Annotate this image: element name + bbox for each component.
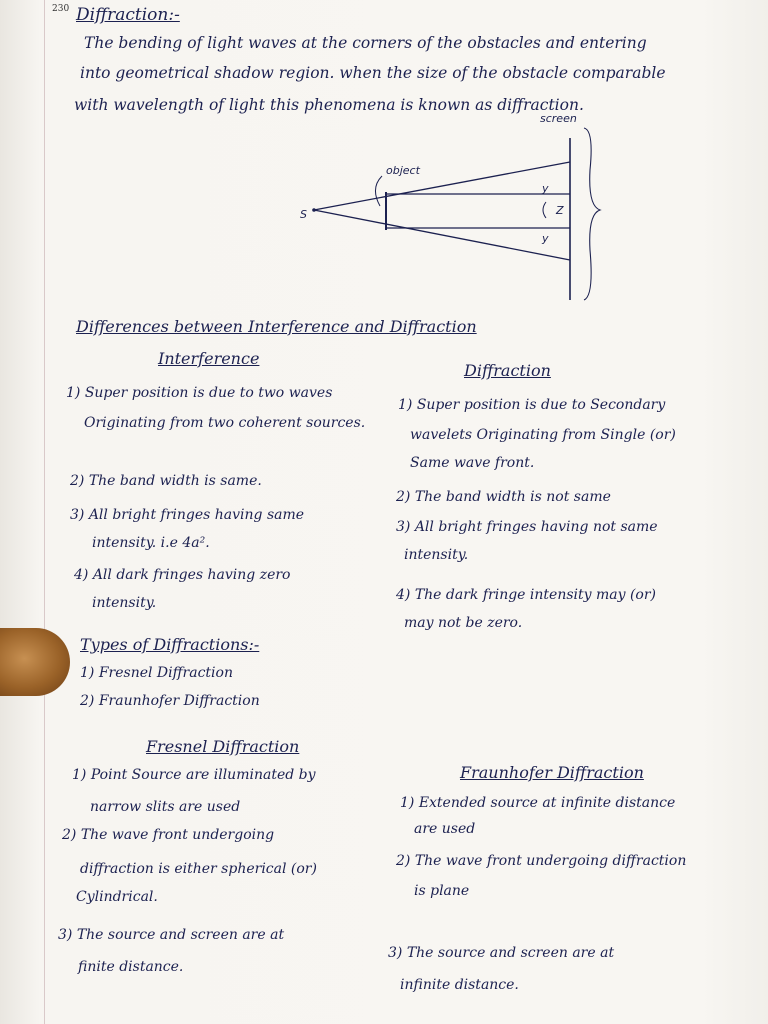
diffraction-point-1-line-1: 1) Super position is due to Secondary [398,397,666,413]
diffraction-title: Diffraction [464,361,551,380]
fresnel-point-1-line-2: narrow slits are used [90,799,241,815]
fraunhofer-title: Fraunhofer Diffraction [460,763,644,782]
fresnel-point-2-line-3: Cylindrical. [76,889,158,905]
ray-upper [314,162,570,210]
page-number: 230 [52,4,70,14]
fraunhofer-point-3-line-2: infinite distance. [400,977,519,993]
diffraction-point-3-line-2: intensity. [404,547,469,563]
region-brace [543,202,546,218]
margin-line [44,0,45,1024]
definition-line-1: The bending of light waves at the corners of the obstacles and entering [84,34,647,52]
fraunhofer-point-2-line-1: 2) The wave front undergoing diffraction [396,853,687,869]
types-item-2: 2) Fraunhofer Diffraction [80,693,260,709]
definition-line-3: with wavelength of light this phenomena is known as diffraction. [74,96,584,114]
interference-point-3-line-1: 3) All bright fringes having same [70,507,305,523]
z-label: Z [556,204,564,217]
interference-title: Interference [158,349,260,368]
definition-line-2: into geometrical shadow region. when the size of the obstacle comparable [80,64,666,82]
fresnel-point-2-line-1: 2) The wave front undergoing [62,827,275,843]
object-pointer [375,176,382,206]
diffraction-diagram [290,110,620,310]
source-point [312,208,316,212]
diffraction-point-1-line-2: wavelets Originating from Single (or) [410,427,676,443]
screen-label: screen [540,112,577,125]
interference-point-4-line-2: intensity. [92,595,157,611]
fraunhofer-point-3-line-1: 3) The source and screen are at [388,945,615,961]
page-title: Diffraction:- [76,5,180,25]
differences-heading: Differences between Interference and Diffraction [76,317,477,336]
thumb-photo-artifact [0,628,70,696]
interference-point-1-line-2: Originating from two coherent sources. [84,415,366,431]
interference-point-3-line-2: intensity. i.e 4a². [92,535,210,551]
interference-point-1-line-1: 1) Super position is due to two waves [66,385,333,401]
ray-lower [314,210,570,260]
object-label: object [386,164,420,177]
types-item-1: 1) Fresnel Diffraction [80,665,233,681]
fresnel-point-3-line-1: 3) The source and screen are at [58,927,285,943]
fresnel-point-1-line-1: 1) Point Source are illuminated by [72,767,316,783]
types-heading: Types of Diffractions:- [80,635,260,654]
fraunhofer-point-1-line-2: are used [414,821,476,837]
diffraction-point-3-line-1: 3) All bright fringes having not same [396,519,658,535]
interference-point-4-line-1: 4) All dark fringes having zero [74,567,291,583]
fraunhofer-point-2-line-2: is plane [414,883,470,899]
y-label-upper: y [542,182,549,195]
fresnel-point-2-line-2: diffraction is either spherical (or) [80,861,317,877]
diffraction-point-1-line-3: Same wave front. [410,455,535,471]
screen-brace [584,128,600,300]
fraunhofer-point-1-line-1: 1) Extended source at infinite distance [400,795,676,811]
source-label: S [300,208,307,221]
y-label-lower: y [542,232,549,245]
fresnel-point-3-line-2: finite distance. [78,959,184,975]
fresnel-title: Fresnel Diffraction [146,737,300,756]
diffraction-point-4-line-1: 4) The dark fringe intensity may (or) [396,587,657,603]
diffraction-point-2: 2) The band width is not same [396,489,611,505]
diffraction-point-4-line-2: may not be zero. [404,615,523,631]
interference-point-2: 2) The band width is same. [70,473,262,489]
